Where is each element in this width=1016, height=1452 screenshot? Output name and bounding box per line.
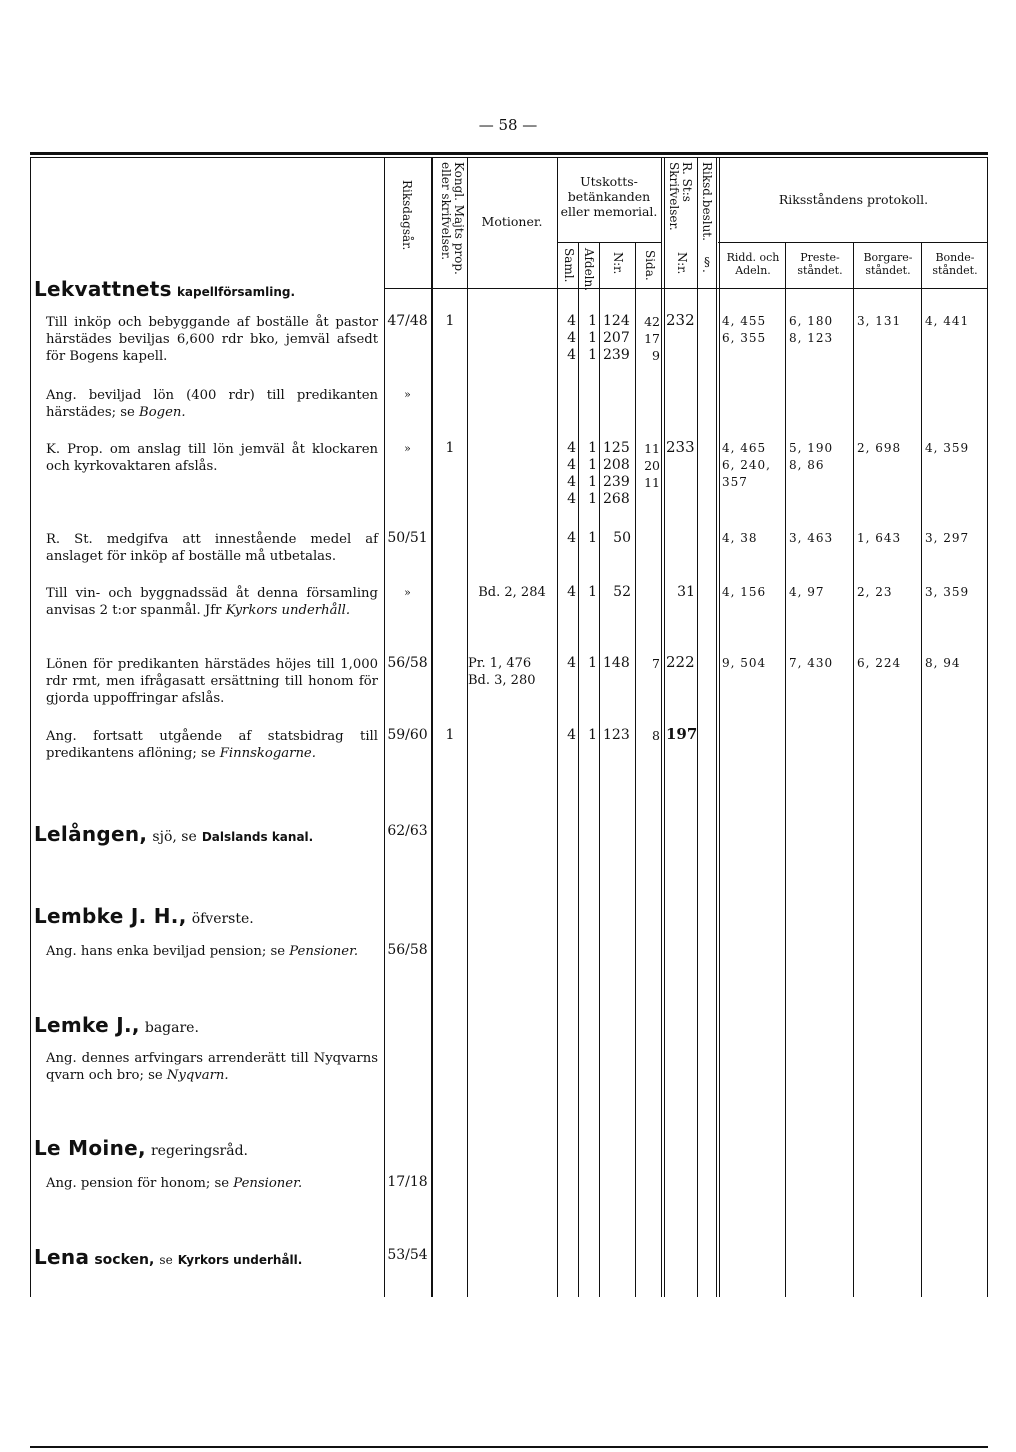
header-afdeln: Afdeln.	[582, 248, 596, 292]
section-lemke	[34, 1013, 199, 1037]
rst-nr: 31	[677, 584, 695, 600]
bonde: 8, 94	[925, 656, 961, 670]
saml: 4	[567, 530, 576, 546]
afd: 1 1 1	[588, 313, 597, 363]
header-rsts: R. St:s Skrifvelser.	[667, 162, 694, 231]
col-rule	[853, 242, 854, 1297]
year: »	[404, 388, 411, 401]
page-number: — 58 —	[478, 116, 538, 134]
borgare: 2, 698	[857, 441, 902, 455]
saml: 4	[567, 584, 576, 600]
sida: 8	[652, 728, 660, 743]
entry-text: Till vin- och byggnadssäd åt denna församling anvisas 2 t:or spanmål. Jfr Kyrkors underhåll.	[46, 586, 378, 618]
col-rule	[467, 157, 468, 1297]
year: 50/51	[387, 530, 428, 546]
col-rule	[719, 157, 720, 1297]
section-sub: bagare.	[144, 1020, 199, 1036]
motion: Pr. 1, 476 Bd. 3, 280	[468, 656, 536, 688]
col-rule	[635, 242, 636, 1297]
section-ref: Kyrkors underhåll.	[177, 1253, 303, 1267]
motion: Bd. 2, 284	[478, 585, 546, 600]
header-motioner: Motioner.	[481, 214, 543, 229]
col-rule	[664, 157, 665, 1297]
afd: 1	[588, 655, 597, 671]
ridd: 4, 38	[722, 531, 758, 545]
col-rule	[716, 157, 717, 1297]
sida: 7	[652, 656, 660, 671]
prop: 1	[445, 440, 455, 456]
rst-nr: 232	[666, 311, 695, 329]
section-name: Le Moine,	[34, 1136, 146, 1160]
bottom-rule	[30, 1446, 988, 1448]
col-rule	[697, 157, 698, 1297]
section-name: Lekvattnets	[34, 277, 172, 301]
afd: 1	[588, 530, 597, 546]
preste: 4, 97	[789, 585, 825, 599]
col-rule	[661, 157, 662, 1297]
header-preste: Preste-ståndet.	[797, 251, 843, 277]
section-sub: öfverste.	[191, 911, 254, 927]
section-sub: kapellförsamling.	[176, 285, 296, 299]
ridd: 4, 156	[722, 585, 767, 599]
nr: 148	[603, 655, 630, 671]
header-utskotts: Utskotts-betänkanden eller memorial.	[560, 174, 658, 219]
section-see: se	[159, 1253, 173, 1267]
entry-text: Ang. pension för honom; se Pensioner.	[46, 1176, 303, 1191]
prop: 1	[445, 727, 455, 743]
section-sub: socken,	[94, 1252, 155, 1268]
header-saml: Saml.	[562, 248, 576, 283]
header-bonde: Bonde-ståndet.	[932, 251, 978, 277]
section-name: Lemke J.,	[34, 1013, 140, 1037]
header-borgare: Borgare-ståndet.	[863, 251, 913, 277]
sida: 11 20 11	[644, 441, 660, 490]
rst-nr: 197	[666, 725, 698, 743]
year: 17/18	[387, 1174, 428, 1190]
header-nr: N:r.	[611, 252, 625, 275]
borgare: 3, 131	[857, 314, 902, 328]
entry-text: Ang. beviljad lön (400 rdr) till predikanten härstädes; se Bogen.	[46, 388, 378, 420]
col-rule	[578, 242, 579, 1297]
afd: 1 1 1 1	[588, 440, 597, 507]
afd: 1	[588, 727, 597, 743]
nr: 125 208 239 268	[603, 440, 630, 507]
section-lekvattnet	[34, 277, 295, 301]
top-rule-thin	[30, 157, 988, 158]
year: »	[404, 586, 411, 599]
section-ref: Dalslands kanal.	[201, 830, 314, 844]
entry-text: Ang. fortsatt utgående af statsbidrag till predikantens aflöning; se Finnskogarne.	[46, 729, 378, 761]
col-rule	[987, 157, 988, 1297]
entry-text: Ang. dennes arfvingars arrenderätt till Nyqvarns qvarn och bro; se Nyqvarn.	[46, 1051, 378, 1083]
entry-text: Till inköp och bebyggande af boställe åt pastor härstädes beviljas 6,600 rdr bko, jemväl afsedt för Bogens kapell.	[46, 315, 378, 364]
entry-text: K. Prop. om anslag till lön jemväl åt klockaren och kyrkovaktaren afslås.	[46, 442, 378, 474]
header-riksd-beslut: Riksd.beslut.	[700, 162, 714, 241]
section-name: Lena	[34, 1245, 90, 1269]
year: »	[404, 442, 411, 455]
header-ridd: Ridd. och Adeln.	[726, 251, 780, 277]
year: 62/63	[387, 823, 428, 839]
header-kongl: Kongl. Majts prop. eller skrifvelser.	[439, 162, 466, 275]
header-riksdagsar: Riksdagsår.	[400, 180, 414, 251]
col-rule	[921, 242, 922, 1297]
bonde: 3, 359	[925, 585, 970, 599]
year: 56/58	[387, 655, 428, 671]
saml: 4 4 4	[567, 313, 576, 363]
section-name: Lembke J. H.,	[34, 904, 187, 928]
year: 47/48	[387, 313, 428, 329]
rst-nr: 233	[666, 438, 695, 456]
entry-text: Ang. hans enka beviljad pension; se Pensioner.	[46, 944, 359, 959]
prop: 1	[445, 313, 455, 329]
top-rule	[30, 152, 988, 155]
header-bottom-rule	[384, 288, 988, 289]
preste: 5, 190 8, 86	[789, 441, 834, 472]
col-rule	[785, 242, 786, 1297]
ridd: 4, 455 6, 355	[722, 314, 767, 345]
header-protokoll: Riksståndens protokoll.	[778, 192, 929, 207]
section-lena	[34, 1245, 302, 1269]
header-section-mark: §.	[700, 255, 714, 273]
saml: 4 4 4 4	[567, 440, 576, 507]
preste: 6, 180 8, 123	[789, 314, 834, 345]
section-sub: sjö, se	[152, 829, 197, 845]
year: 56/58	[387, 942, 428, 958]
saml: 4	[567, 727, 576, 743]
borgare: 6, 224	[857, 656, 902, 670]
section-lelangen	[34, 822, 313, 846]
utskott-sub-rule	[557, 242, 661, 243]
nr: 52	[613, 584, 631, 600]
bonde: 4, 441	[925, 314, 970, 328]
section-lembke	[34, 904, 254, 928]
header-rsts-nr: N:r.	[675, 252, 689, 275]
bonde: 4, 359	[925, 441, 970, 455]
col-rule	[30, 157, 31, 1297]
bonde: 3, 297	[925, 531, 970, 545]
borgare: 2, 23	[857, 585, 893, 599]
entry-text: Lönen för predikanten härstädes höjes till 1,000 rdr rmt, men ifrågasatt ersättning till honom för gjorda uppoffringar afslås.	[46, 657, 378, 706]
sida: 42 17 9	[644, 314, 660, 363]
ridd: 4, 465 6, 240, 357	[722, 441, 771, 489]
nr: 123	[603, 727, 630, 743]
section-sub: regeringsråd.	[150, 1143, 248, 1159]
preste: 7, 430	[789, 656, 834, 670]
ridd: 9, 504	[722, 656, 767, 670]
year: 53/54	[387, 1247, 428, 1263]
section-name: Lelången,	[34, 822, 148, 846]
col-rule	[599, 242, 600, 1297]
section-lemoine	[34, 1136, 248, 1160]
nr: 124 207 239	[603, 313, 630, 363]
rst-nr: 222	[666, 653, 695, 671]
header-sida: Sida.	[643, 250, 657, 281]
borgare: 1, 643	[857, 531, 902, 545]
year: 59/60	[387, 727, 428, 743]
entry-text: R. St. medgifva att innestående medel af anslaget för inköp af boställe må utbetalas.	[46, 532, 378, 564]
saml: 4	[567, 655, 576, 671]
preste: 3, 463	[789, 531, 834, 545]
afd: 1	[588, 584, 597, 600]
nr: 50	[613, 530, 631, 546]
